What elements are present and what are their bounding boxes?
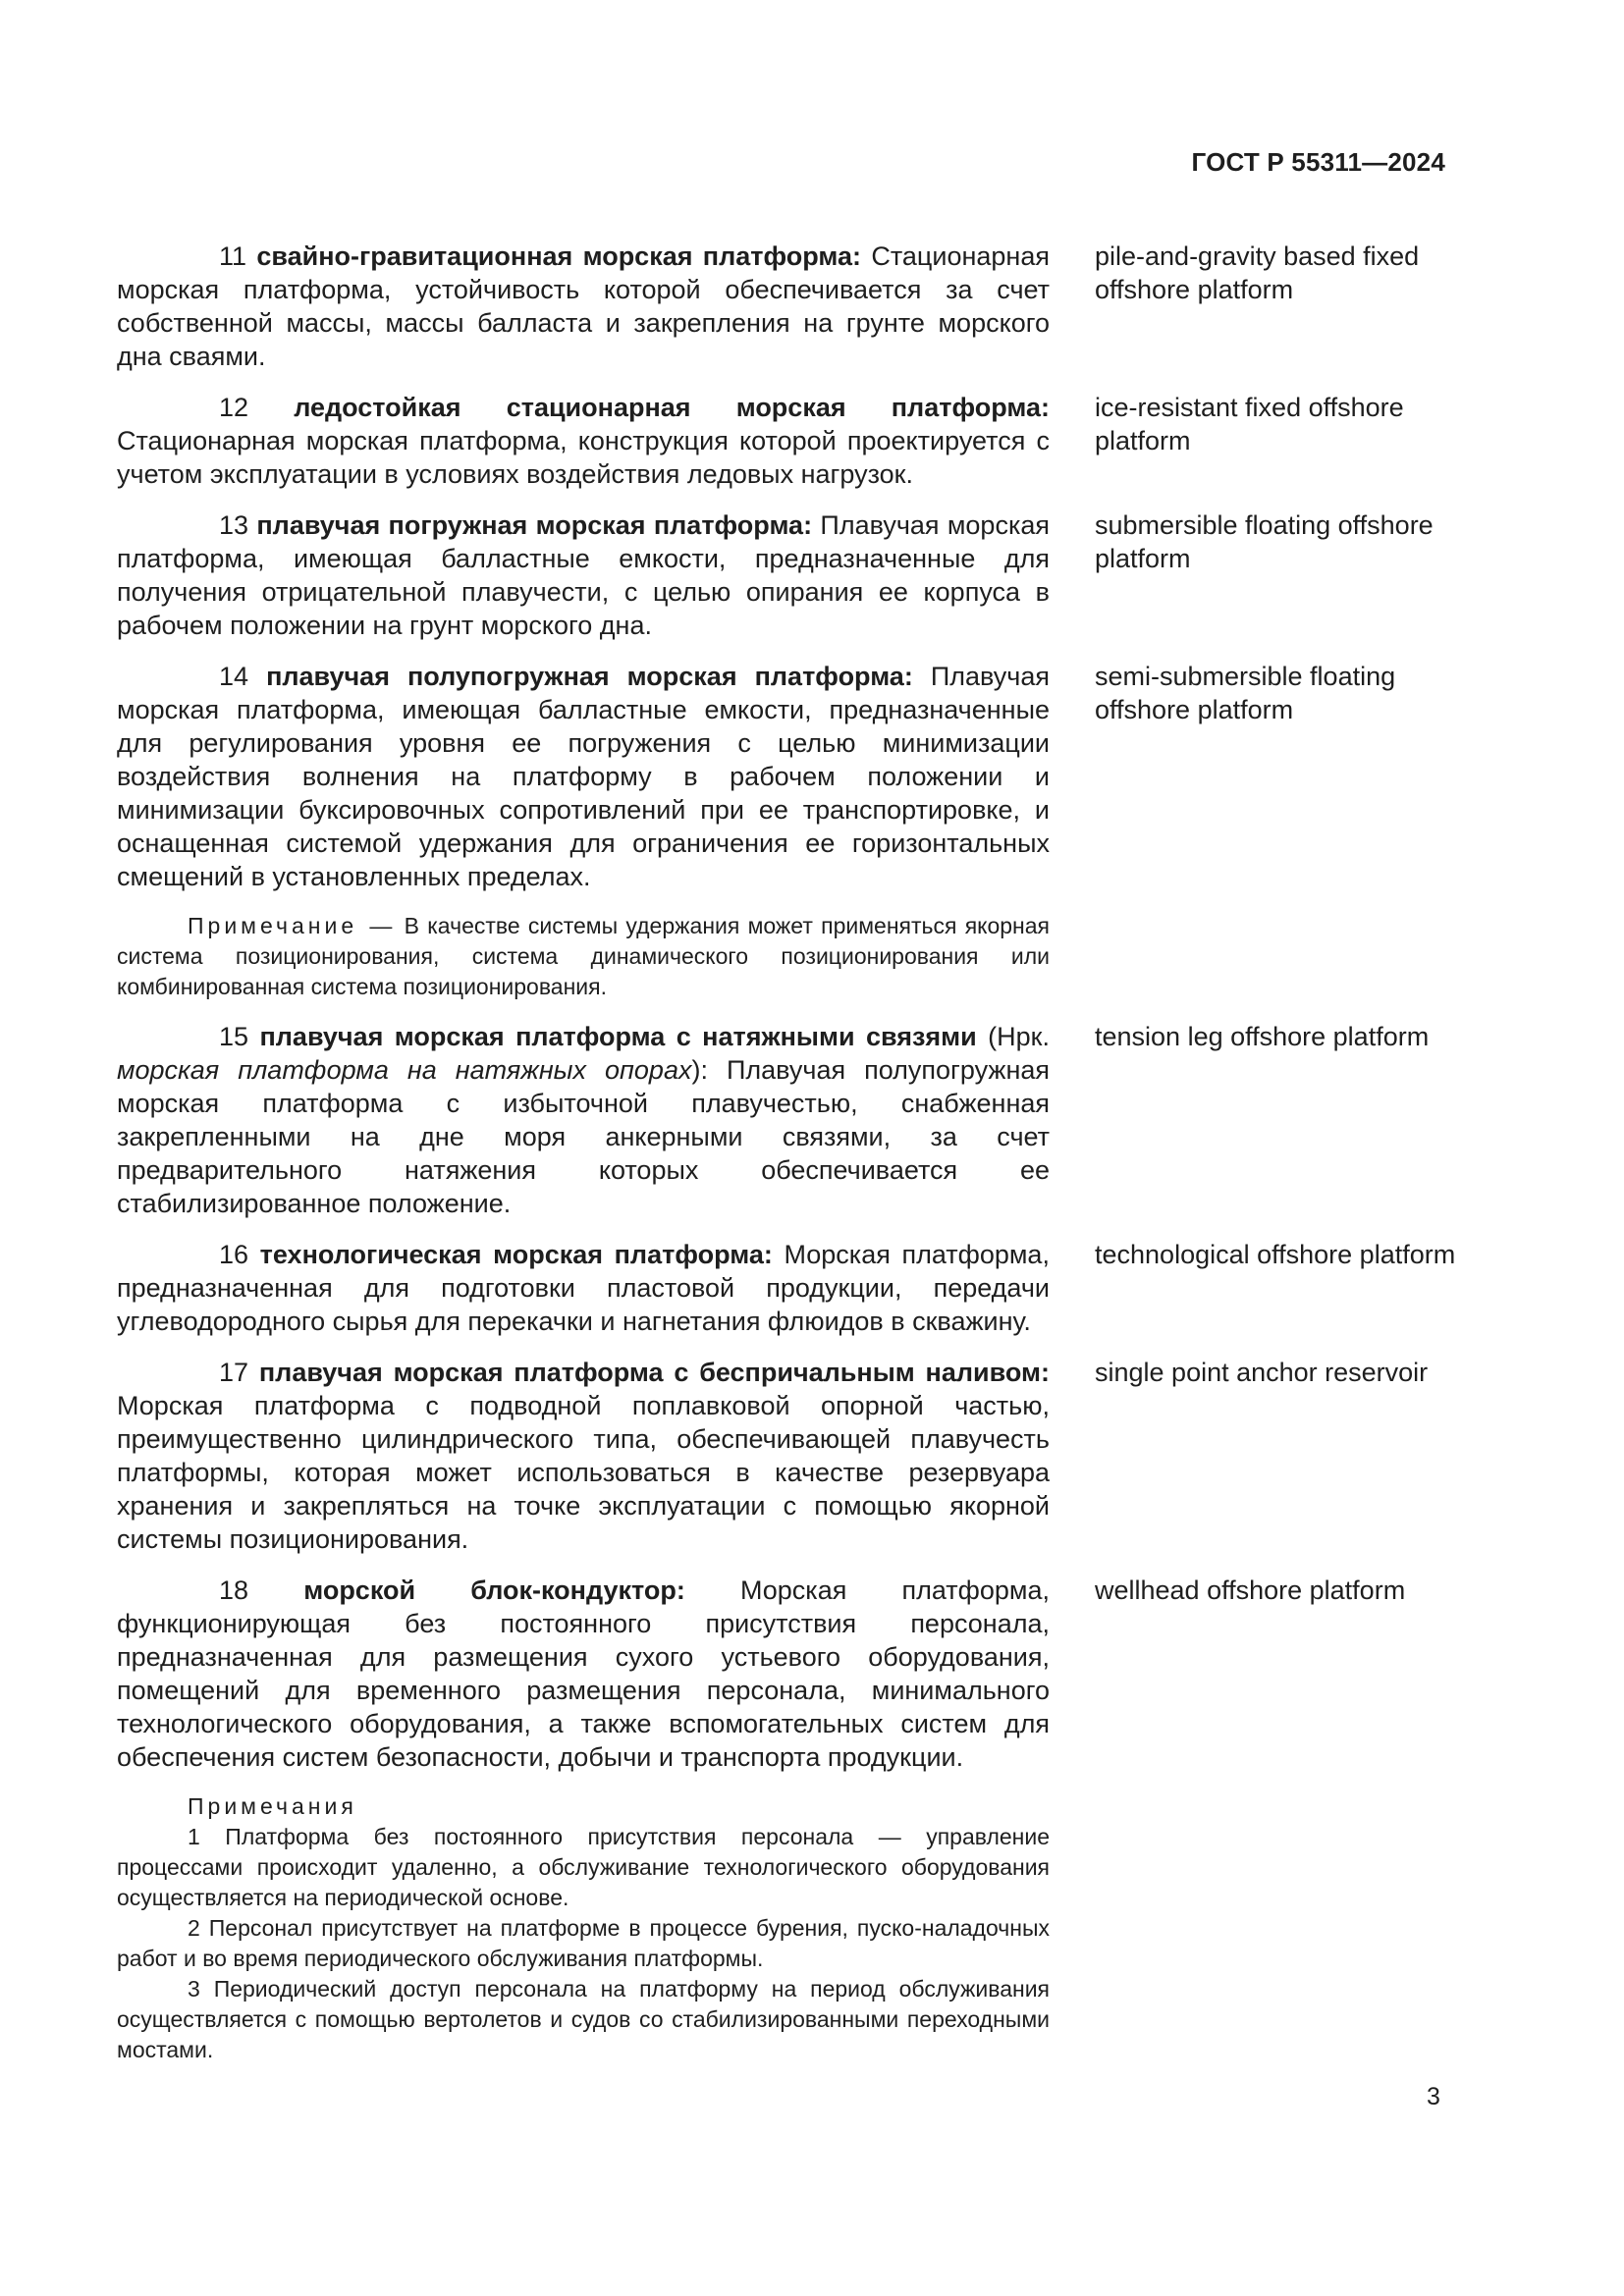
term-definition-ru (117, 1020, 1050, 1220)
term-alt: морская платформа на натяжных опорах (117, 1055, 692, 1085)
term-entry-12 (117, 391, 1491, 491)
note-body: В качестве системы удержания может применяться якорная система позиционирования, система динамического позиционирования или комбинированная система позиционирования. (117, 913, 1050, 999)
term-title: свайно-гравитационная морская платформа: (256, 241, 862, 271)
term-definition: Плавучая полупогружная морская платформа с избыточной плавучестью, снабженная закрепленными на дне моря анкерными связями, за счет предварительного натяжения которых обеспечивается ее стабилизированное положение. (117, 1055, 1050, 1218)
page-number: 3 (1427, 2083, 1440, 2110)
term-definition-ru (117, 1238, 1050, 1338)
term-entry-17 (117, 1356, 1491, 1556)
term-english: semi-submersible floating offshore platform (1095, 662, 1396, 724)
term-definition: Стационарная морская платформа, конструкция которой проектируется с учетом эксплуатации в условиях воздействия ледовых нагрузок. (117, 426, 1050, 489)
note-term-14 (117, 911, 1050, 1002)
term-number: 12 (219, 393, 249, 422)
term-number: 14 (219, 662, 249, 691)
term-english: ice-resistant fixed offshore platform (1095, 393, 1404, 455)
term-title: плавучая полупогружная морская платформа: (266, 662, 913, 691)
term-title: ледостойкая стационарная морская платформа: (294, 393, 1050, 422)
term-english: wellhead offshore platform (1095, 1575, 1406, 1605)
term-english: submersible floating offshore platform (1095, 510, 1434, 573)
term-definition: Морская платформа с подводной поплавковой опорной частью, преимущественно цилиндрического типа, обеспечивающей плавучесть платформы, которая может использоваться в качестве резервуара хранения и закрепляться на точке эксплуатации с помощью якорной системы позиционирования. (117, 1391, 1050, 1554)
term-entry-13 (117, 508, 1491, 642)
term-entry-16 (117, 1238, 1491, 1338)
term-number: 18 (219, 1575, 249, 1605)
note-item-3: 3 Периодический доступ персонала на платформу на период обслуживания осуществляется с помощью вертолетов и судов со стабилизированными переходными мостами. (117, 1976, 1050, 2062)
term-definition: Плавучая морская платформа, имеющая балластные емкости, предназначенные для получения отрицательной плавучести, с целью опирания ее корпуса в рабочем положении на грунт морского дна. (117, 510, 1050, 640)
term-english: single point anchor reservoir (1095, 1358, 1429, 1387)
term-definition-ru (117, 508, 1050, 642)
term-number: 17 (219, 1358, 249, 1387)
term-title: плавучая морская платформа с натяжными связями (259, 1022, 977, 1051)
term-entry-11 (117, 240, 1491, 373)
term-number: 15 (219, 1022, 249, 1051)
term-entry-15 (117, 1020, 1491, 1220)
terms-content (117, 240, 1491, 2083)
term-definition: Стационарная морская платформа, устойчивость которой обеспечивается за счет собственной массы, массы балласта и закрепления на грунте морского дна сваями. (117, 241, 1050, 371)
term-title: технологическая морская платформа: (259, 1240, 773, 1269)
term-alt-prefix: (Нрк. (988, 1022, 1050, 1051)
term-english: technological offshore platform (1095, 1240, 1456, 1269)
note-item-1: 1 Платформа без постоянного присутствия персонала — управление процессами происходит удаленно, а обслуживание технологического оборудования осуществляется на периодической основе. (117, 1824, 1050, 1910)
term-number: 16 (219, 1240, 249, 1269)
term-english: pile-and-gravity based fixed offshore platform (1095, 241, 1420, 304)
term-definition-ru (117, 660, 1050, 893)
note-item-2: 2 Персонал присутствует на платформе в процессе бурения, пуско-наладочных работ и во время периодического обслуживания платформы. (117, 1915, 1050, 1971)
term-definition-ru (117, 1356, 1050, 1556)
term-entry-14 (117, 660, 1491, 893)
term-alt-suffix: ): (691, 1055, 708, 1085)
notes-term-18 (117, 1791, 1050, 2065)
term-number: 13 (219, 510, 249, 540)
term-number: 11 (219, 241, 247, 271)
term-definition-ru (117, 391, 1050, 491)
term-definition: Морская платформа, функционирующая без постоянного присутствия персонала, предназначенная для размещения сухого устьевого оборудования, помещений для временного размещения персонала, минимального технологического оборудования, а также вспомогательных систем для обеспечения систем безопасности, добычи и транспорта продукции. (117, 1575, 1050, 1772)
term-definition: Плавучая морская платформа, имеющая балластные емкости, предназначенные для регулирования уровня ее погружения с целью минимизации воздействия волнения на платформу в рабочем положении и минимизации буксировочных сопротивлений при ее транспортировке, и оснащенная системой удержания для ограничения ее горизонтальных смещений в установленных пределах. (117, 662, 1050, 891)
term-entry-18 (117, 1574, 1491, 1774)
term-title: плавучая морская платформа с беспричальным наливом: (258, 1358, 1050, 1387)
term-title: плавучая погружная морская платформа: (256, 510, 813, 540)
term-title: морской блок-кондуктор: (303, 1575, 685, 1605)
term-definition: Морская платформа, предназначенная для подготовки пластовой продукции, передачи углеводородного сырья для перекачки и нагнетания флюидов в скважину. (117, 1240, 1050, 1336)
document-code: ГОСТ Р 55311—2024 (1191, 147, 1445, 177)
term-definition-ru (117, 1574, 1050, 1774)
note-label: Примечание — (188, 913, 397, 938)
term-definition-ru (117, 240, 1050, 373)
term-english: tension leg offshore platform (1095, 1022, 1430, 1051)
notes-heading: Примечания (188, 1793, 357, 1819)
note-text (117, 911, 1050, 1002)
